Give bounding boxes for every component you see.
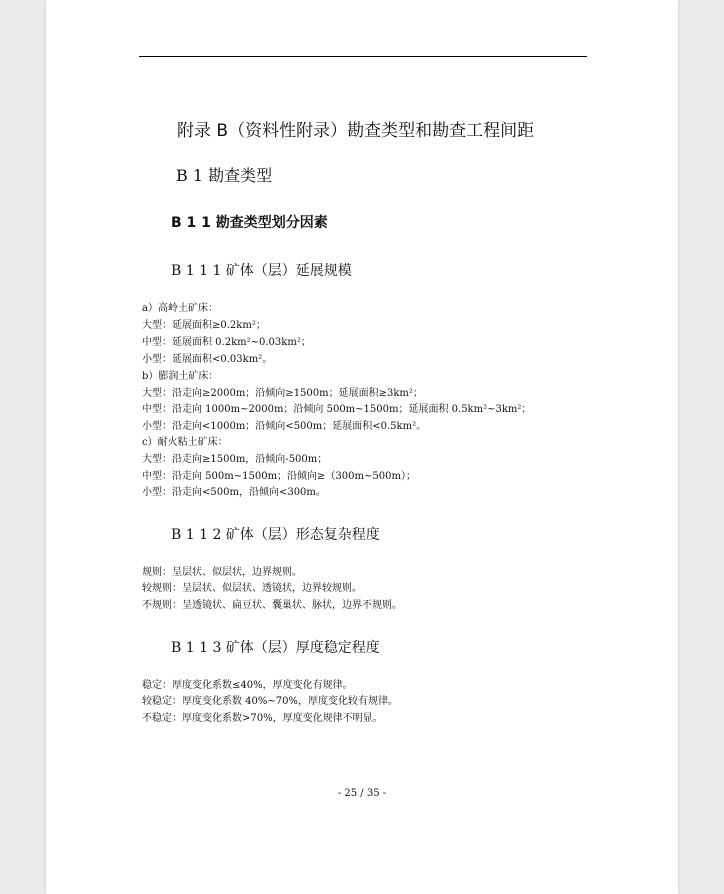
paragraph-line: 较稳定：厚度变化系数 40%~70%，厚度变化较有规律。 (142, 696, 399, 707)
paragraph-line: 较规则：呈层状、似层状、透镜状，边界较规则。 (142, 583, 362, 594)
paragraph-line: b）膨润土矿床： (142, 371, 219, 382)
section-b111-heading: B 1 1 1 矿体（层）延展规模 (171, 263, 352, 279)
paragraph-line: 规则：呈层状、似层状，边界规则。 (142, 567, 302, 578)
paragraph-line: 稳定：厚度变化系数≤40%，厚度变化有规律。 (142, 680, 353, 691)
paragraph-line: 小型：延展面积<0.03km²。 (142, 354, 273, 365)
paragraph-line: a）高岭土矿床： (142, 303, 218, 314)
paragraph-line: 小型：沿走向<1000m；沿倾向<500m；延展面积<0.5km²。 (142, 421, 427, 432)
paragraph-line: 大型：沿走向≥1500m，沿倾向-500m； (142, 454, 328, 465)
paragraph-line: 大型：沿走向≥2000m；沿倾向≥1500m；延展面积≥3km²； (142, 388, 423, 399)
paragraph-line: 中型：沿走向 1000m~2000m；沿倾向 500m~1500m；延展面积 0.5km²~3km²； (142, 404, 532, 415)
paragraph-line: 不规则：呈透镜状、扁豆状、囊巢状、脉状，边界不规则。 (142, 600, 402, 611)
section-b112-heading: B 1 1 2 矿体（层）形态复杂程度 (171, 527, 380, 543)
paragraph-line: 中型：沿走向 500m~1500m；沿倾向≥（300m~500m）； (142, 471, 416, 482)
document-page (46, 0, 678, 894)
page-number: - 25 / 35 - (337, 788, 387, 799)
section-b113-heading: B 1 1 3 矿体（层）厚度稳定程度 (171, 640, 380, 656)
paragraph-line: 大型：延展面积≥0.2km²； (142, 320, 266, 331)
paragraph-line: 小型：沿走向<500m，沿倾向<300m。 (142, 487, 326, 498)
paragraph-line: c）耐火粘土矿床： (142, 437, 228, 448)
appendix-title: 附录 B（资料性附录）勘查类型和勘查工程间距 (177, 121, 535, 141)
paragraph-line: 中型：延展面积 0.2km²~0.03km²； (142, 337, 311, 348)
section-b1-heading: B 1 勘查类型 (176, 166, 273, 185)
section-b11-heading: B 1 1 勘查类型划分因素 (171, 215, 328, 231)
paragraph-line: 不稳定：厚度变化系数>70%，厚度变化规律不明显。 (142, 713, 383, 724)
header-rule (139, 56, 587, 57)
